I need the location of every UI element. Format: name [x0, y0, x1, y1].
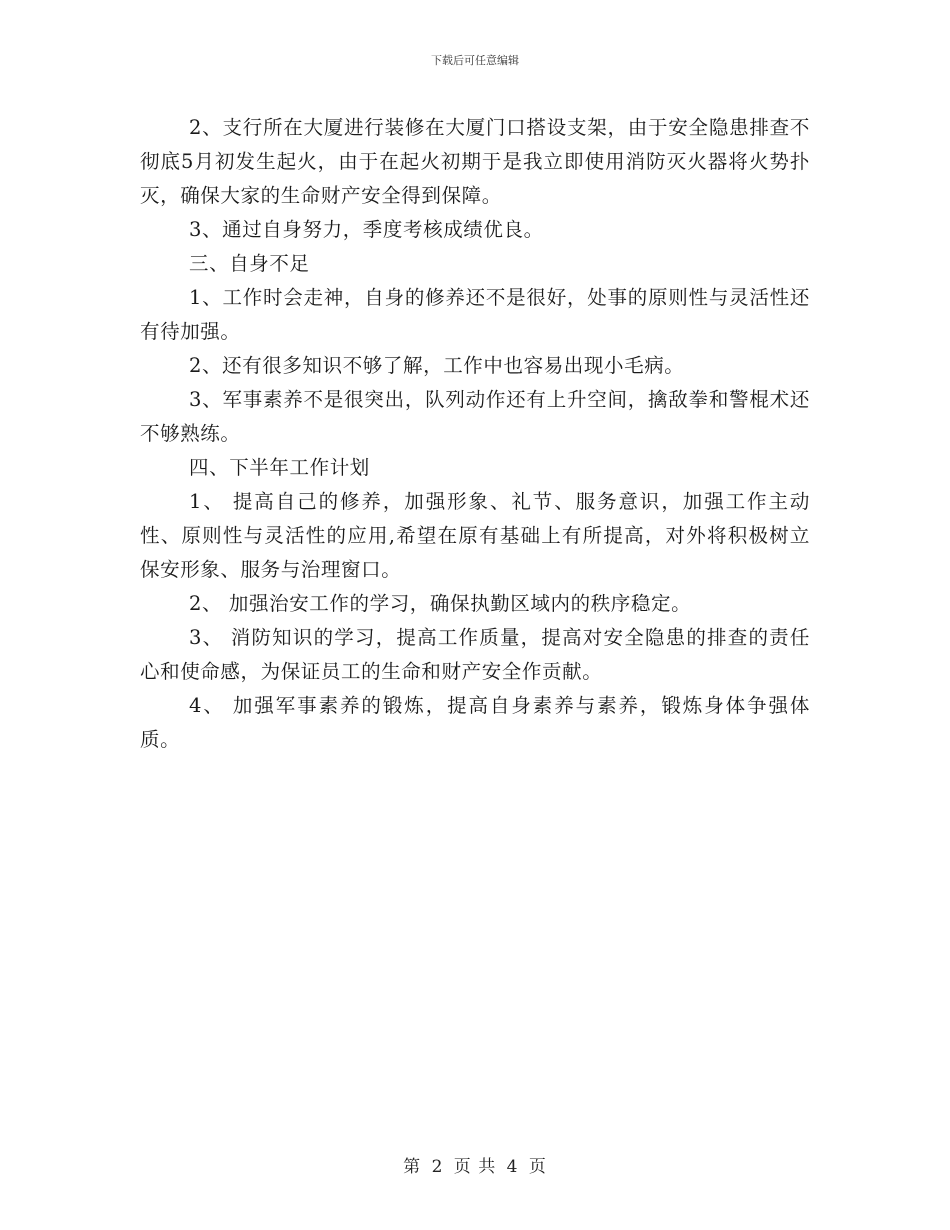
paragraph: 1、 提高自己的修养，加强形象、礼节、服务意识，加强工作主动性、原则性与灵活性的应用,希望在原有基础上有所提高，对外将积极树立保安形象、服务与治理窗口。	[140, 490, 810, 581]
footer-middle: 页 共	[453, 1157, 497, 1177]
footer-page-number: 2	[431, 1157, 444, 1177]
paragraph: 3、 消防知识的学习，提高工作质量，提高对安全隐患的排查的责任心和使命感，为保证员工的生命和财产安全作贡献。	[140, 626, 810, 683]
paragraph: 2、还有很多知识不够了解，工作中也容易出现小毛病。	[189, 354, 685, 377]
section-heading: 三、自身不足	[189, 252, 310, 275]
paragraph: 2、支行所在大厦进行装修在大厦门口搭设支架，由于安全隐患排查不彻底5月初发生起火，由于在起火初期于是我立即使用消防灭火器将火势扑灭，确保大家的生命财产安全得到保障。	[140, 116, 810, 207]
paragraph: 3、通过自身努力，季度考核成绩优良。	[189, 218, 544, 241]
section-heading: 四、下半年工作计划	[189, 456, 370, 479]
paragraph: 2、 加强治安工作的学习，确保执勤区域内的秩序稳定。	[189, 592, 692, 615]
paragraph: 3、军事素养不是很突出，队列动作还有上升空间，擒敌拳和警棍术还不够熟练。	[140, 388, 810, 445]
page-header: 下载后可任意编辑	[431, 54, 519, 67]
page-footer	[0, 1152, 950, 1177]
paragraph: 1、工作时会走神，自身的修养还不是很好，处事的原则性与灵活性还有待加强。	[140, 286, 810, 343]
document-body	[140, 111, 810, 757]
footer-total-pages: 4	[506, 1157, 519, 1177]
paragraph: 4、 加强军事素养的锻炼，提高自身素养与素养，锻炼身体争强体质。	[140, 694, 810, 751]
footer-prefix: 第	[403, 1157, 422, 1177]
footer-suffix: 页	[528, 1157, 547, 1177]
